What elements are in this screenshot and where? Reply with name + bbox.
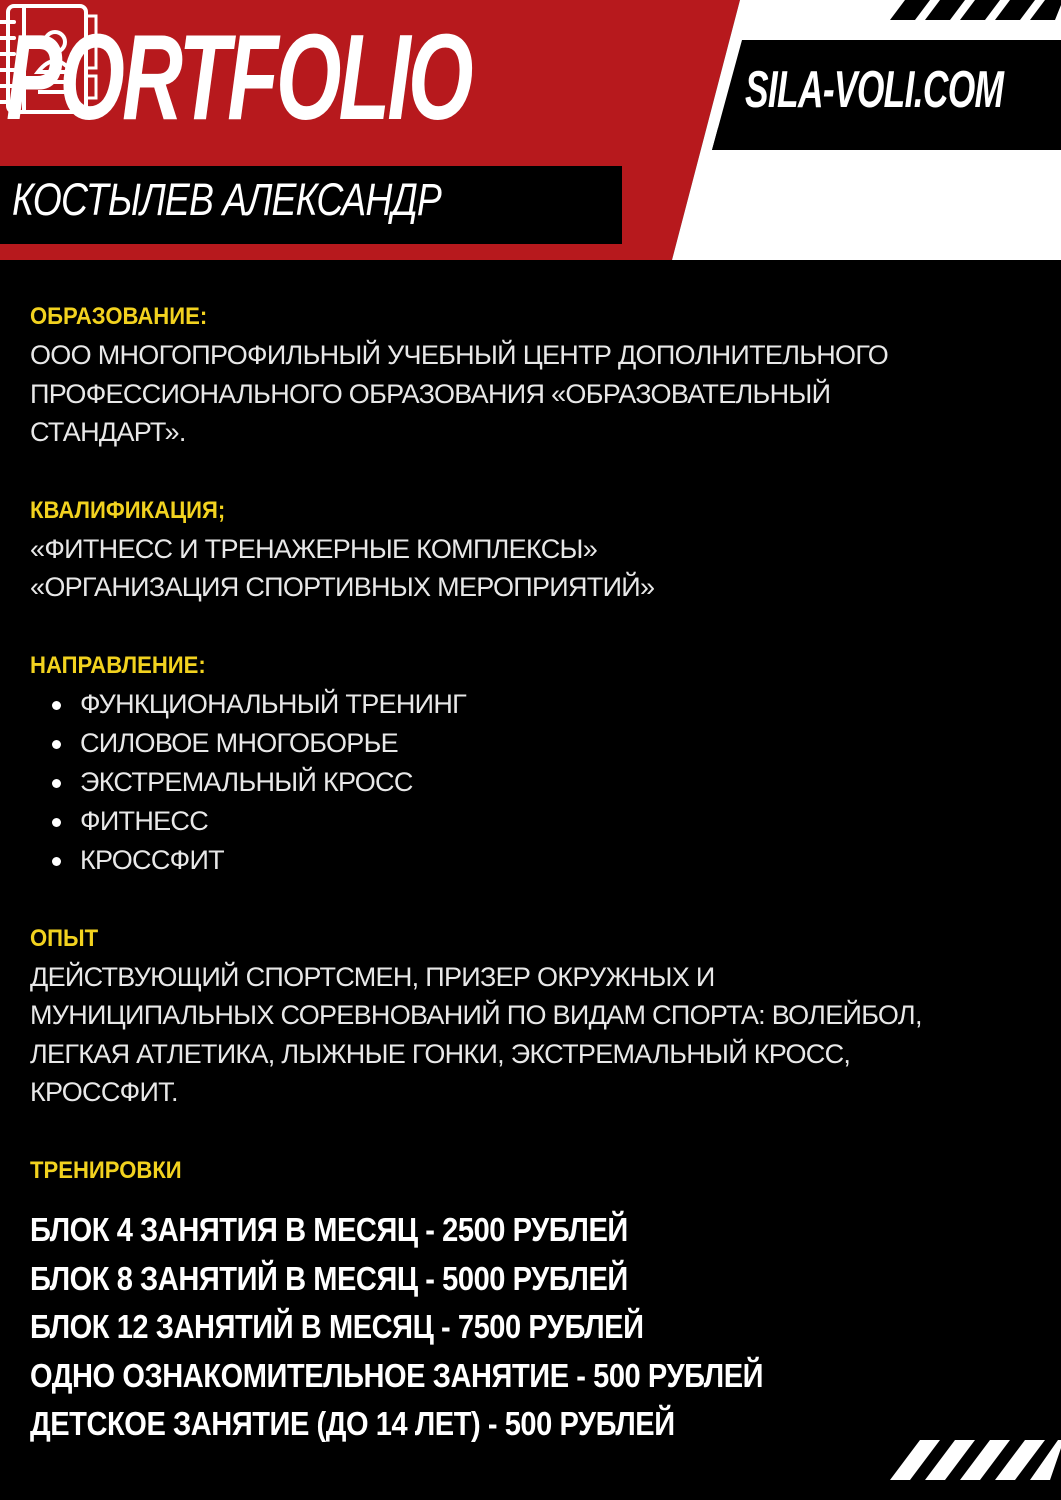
education-line: ООО МНОГОПРОФИЛЬНЫЙ УЧЕБНЫЙ ЦЕНТР ДОПОЛНИТЕЛЬНОГО bbox=[30, 340, 889, 370]
page-title: PORTFOLIO bbox=[6, 9, 471, 145]
education-section bbox=[30, 298, 1040, 452]
price-item: БЛОК 12 ЗАНЯТИЙ В МЕСЯЦ - 7500 РУБЛЕЙ bbox=[30, 1308, 644, 1345]
notebook-contact-icon bbox=[0, 0, 100, 118]
main-content bbox=[30, 298, 1040, 1190]
qualification-line: «ОРГАНИЗАЦИЯ СПОРТИВНЫХ МЕРОПРИЯТИЙ» bbox=[30, 572, 655, 602]
price-item: БЛОК 4 ЗАНЯТИЯ В МЕСЯЦ - 2500 РУБЛЕЙ bbox=[30, 1211, 628, 1248]
education-heading: ОБРАЗОВАНИЕ: bbox=[30, 303, 208, 330]
stripes-decoration-bottom bbox=[890, 1440, 1061, 1480]
direction-heading: НАПРАВЛЕНИЕ: bbox=[30, 651, 206, 679]
list-item: СИЛОВОЕ МНОГОБОРЬЕ bbox=[52, 724, 1040, 763]
direction-section bbox=[30, 647, 1040, 880]
price-list bbox=[30, 1206, 1040, 1449]
qualification-line: «ФИТНЕСС И ТРЕНАЖЕРНЫЕ КОМПЛЕКСЫ» bbox=[30, 533, 598, 564]
list-item: ЭКСТРЕМАЛЬНЫЙ КРОСС bbox=[52, 763, 1040, 802]
site-url: SILA-VOLI.COM bbox=[745, 61, 1004, 119]
experience-line: ЛЕГКАЯ АТЛЕТИКА, ЛЫЖНЫЕ ГОНКИ, ЭКСТРЕМАЛЬНЫЙ КРОСС, bbox=[30, 1038, 851, 1069]
price-item: БЛОК 8 ЗАНЯТИЙ В МЕСЯЦ - 5000 РУБЛЕЙ bbox=[30, 1259, 628, 1297]
direction-list bbox=[30, 685, 1040, 880]
experience-heading: ОПЫТ bbox=[30, 924, 99, 952]
list-item: ФУНКЦИОНАЛЬНЫЙ ТРЕНИНГ bbox=[52, 685, 1040, 724]
qualification-heading: КВАЛИФИКАЦИЯ; bbox=[30, 496, 226, 524]
experience-line: ДЕЙСТВУЮЩИЙ СПОРТСМЕН, ПРИЗЕР ОКРУЖНЫХ И bbox=[30, 961, 715, 992]
experience-line: КРОССФИТ. bbox=[30, 1077, 178, 1107]
experience-section bbox=[30, 920, 1040, 1112]
header bbox=[0, 0, 1061, 260]
price-item: ОДНО ОЗНАКОМИТЕЛЬНОЕ ЗАНЯТИЕ - 500 РУБЛЕЙ bbox=[30, 1356, 764, 1394]
price-item: ДЕТСКОЕ ЗАНЯТИЕ (ДО 14 ЛЕТ) - 500 РУБЛЕЙ bbox=[30, 1405, 675, 1442]
experience-line: МУНИЦИПАЛЬНЫХ СОРЕВНОВАНИЙ ПО ВИДАМ СПОРТА: ВОЛЕЙБОЛ, bbox=[30, 1000, 922, 1030]
education-line: ПРОФЕССИОНАЛЬНОГО ОБРАЗОВАНИЯ «ОБРАЗОВАТЕЛЬНЫЙ bbox=[30, 378, 831, 409]
qualification-section bbox=[30, 492, 1040, 607]
person-name: КОСТЫЛЕВ АЛЕКСАНДР bbox=[12, 174, 442, 225]
list-item: ФИТНЕСС bbox=[52, 802, 1040, 841]
trainings-heading: ТРЕНИРОВКИ bbox=[30, 1156, 182, 1184]
trainings-section bbox=[30, 1152, 1040, 1190]
list-item: КРОССФИТ bbox=[52, 841, 1040, 880]
education-line: СТАНДАРТ». bbox=[30, 417, 186, 447]
